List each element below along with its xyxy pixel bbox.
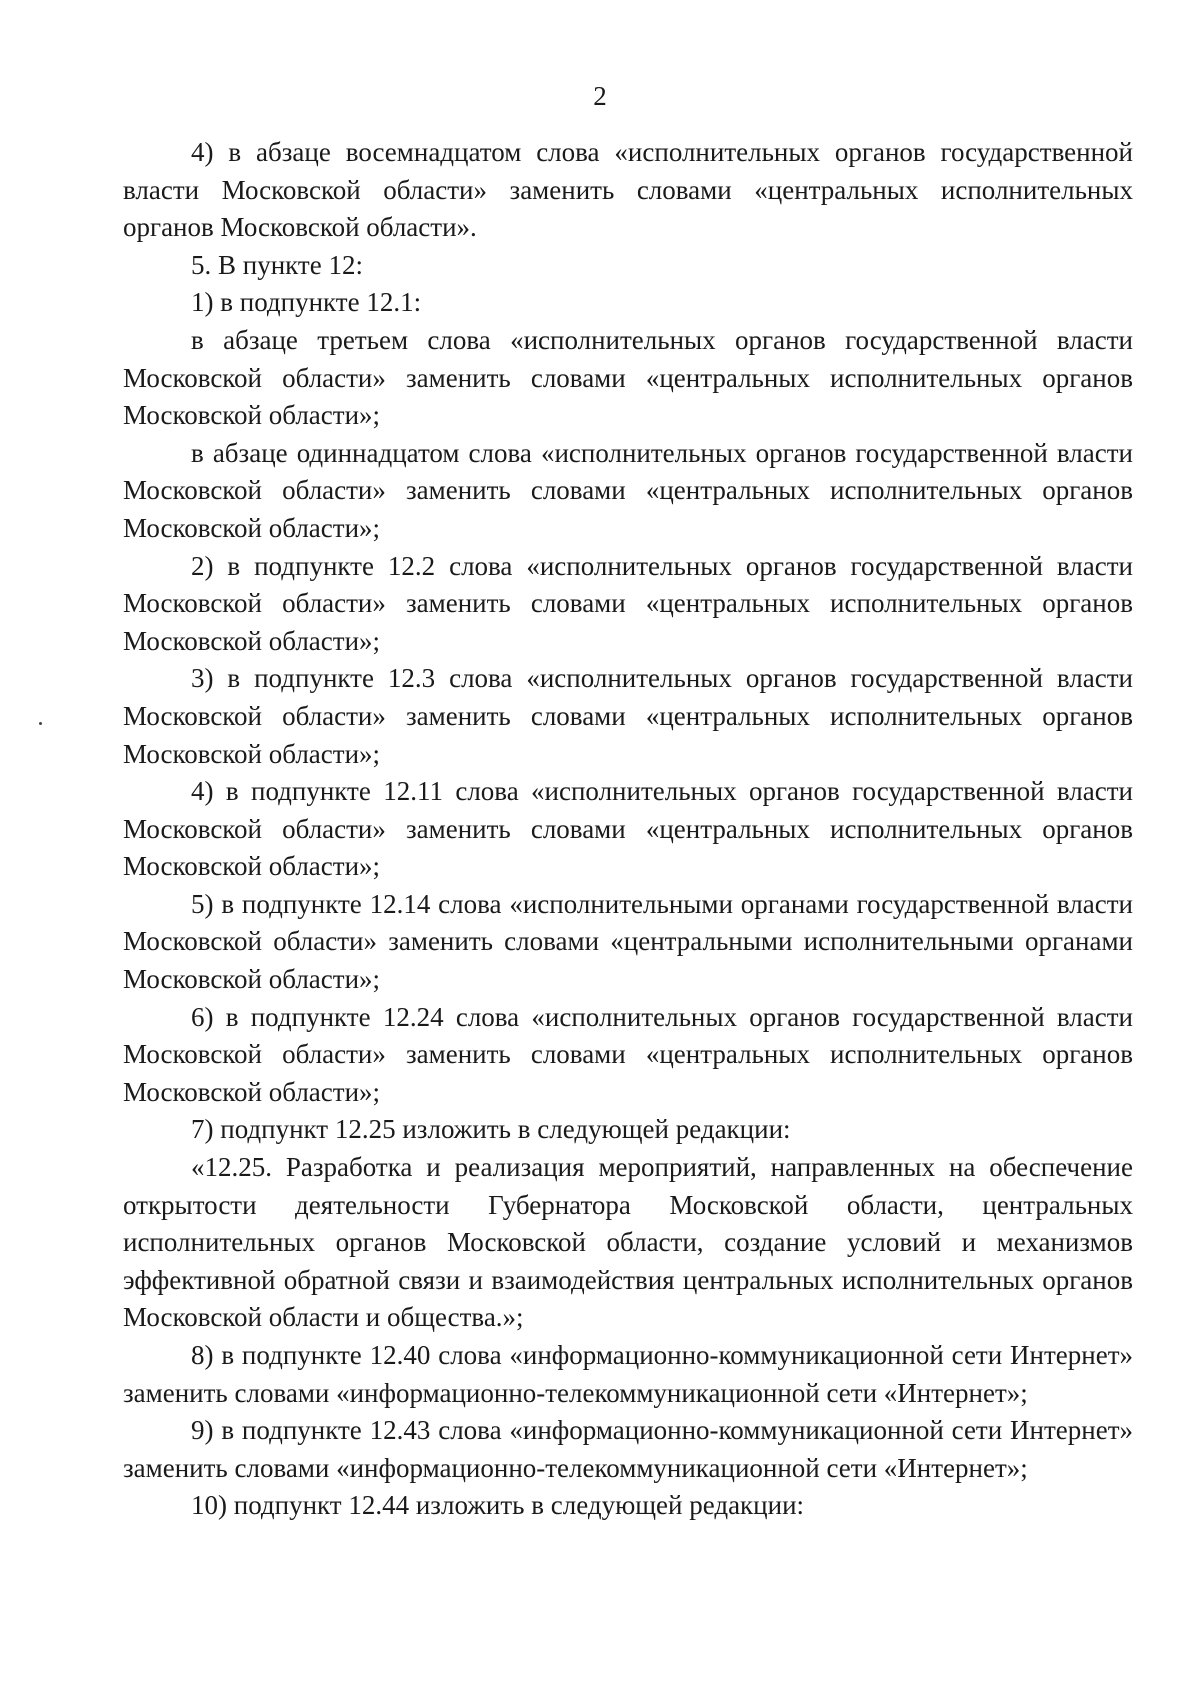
paragraph-subitem-8: 8) в подпункте 12.40 слова «информационно-коммуникационной сети Интернет» заменить словами «информационно-телекоммуникационной сети «Интернет»;	[123, 1340, 1133, 1408]
paragraph-subitem-2: 2) в подпункте 12.2 слова «исполнительных органов государственной власти Московской области» заменить словами «центральных исполнительных органов Московской области»;	[123, 550, 1133, 656]
paragraph-subitem-6: 6) в подпункте 12.24 слова «исполнительных органов государственной власти Московской области» заменить словами «центральных исполнительных органов Московской области»;	[123, 1001, 1133, 1107]
paragraph-new-text-12-25: «12.25. Разработка и реализация мероприятий, направленных на обеспечение открытости деятельности Губернатора Московской области, центральных исполнительных органов Московской области, создание условий и механизмов эффективной обратной связи и взаимодействия центральных исполнительных органов Московской области и общества.»;	[123, 1152, 1133, 1333]
paragraph-abzac-3: в абзаце третьем слова «исполнительных органов государственной власти Московской области» заменить словами «центральных исполнительных органов Московской области»;	[123, 324, 1133, 431]
paragraph-item-4-abzac-18: 4) в абзаце восемнадцатом слова «исполнительных органов государственной власти Московской области» заменить словами «центральных исполнительных органов Московской области».	[123, 137, 1133, 243]
paragraph-subitem-4: 4) в подпункте 12.11 слова «исполнительных органов государственной власти Московской области» заменить словами «центральных исполнительных органов Московской области»;	[123, 776, 1133, 882]
paragraph-subitem-9: 9) в подпункте 12.43 слова «информационно-коммуникационной сети Интернет» заменить словами «информационно-телекоммуникационной сети «Интернет»;	[123, 1415, 1133, 1483]
page-number: 2	[593, 81, 607, 111]
paragraph-subitem-10: 10) подпункт 12.44 изложить в следующей редакции:	[191, 1490, 805, 1521]
scan-speck	[39, 722, 42, 725]
paragraph-subitem-5: 5) в подпункте 12.14 слова «исполнительными органами государственной власти Московской области» заменить словами «центральными исполнительными органами Московской области»;	[123, 888, 1133, 995]
paragraph-subitem-3: 3) в подпункте 12.3 слова «исполнительных органов государственной власти Московской области» заменить словами «центральных исполнительных органов Московской области»;	[123, 663, 1133, 769]
paragraph-abzac-11: в абзаце одиннадцатом слова «исполнительных органов государственной власти Московской области» заменить словами «центральных исполнительных органов Московской области»;	[123, 437, 1133, 543]
paragraph-subitem-1: 1) в подпункте 12.1:	[191, 287, 422, 318]
paragraph-point-5: 5. В пункте 12:	[191, 249, 363, 280]
paragraph-subitem-7: 7) подпункт 12.25 изложить в следующей редакции:	[191, 1114, 791, 1145]
document-body	[123, 134, 1133, 1525]
